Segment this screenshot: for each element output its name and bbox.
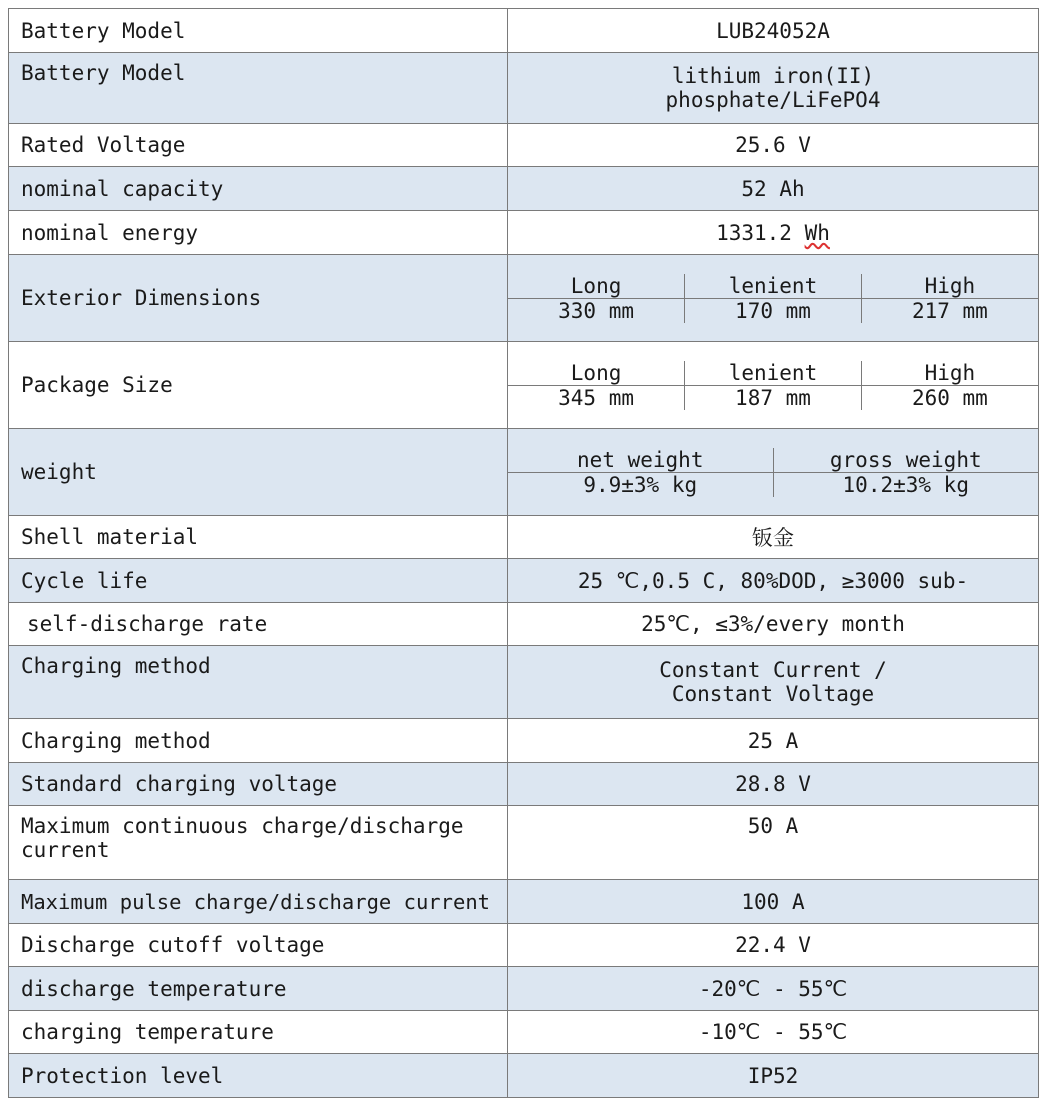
table-row xyxy=(9,53,1039,124)
row-value: 钣金 xyxy=(508,516,1039,559)
dim-header: lenient xyxy=(685,274,862,299)
table-row xyxy=(9,603,1039,646)
dim-value: 187 mm xyxy=(685,385,862,410)
weight-value: 10.2±3% kg xyxy=(773,472,1038,497)
table-row xyxy=(9,1054,1039,1098)
dimension-subtable-cell xyxy=(508,255,1039,342)
label-line: Maximum continuous charge/discharge xyxy=(21,814,464,838)
row-label: self-discharge rate xyxy=(9,603,508,646)
row-value: 50 A xyxy=(508,806,1039,880)
row-label: nominal energy xyxy=(9,211,508,255)
row-value xyxy=(508,646,1039,719)
table-row xyxy=(9,559,1039,603)
row-label: Rated Voltage xyxy=(9,124,508,167)
row-value: 100 A xyxy=(508,880,1039,924)
row-value: IP52 xyxy=(508,1054,1039,1098)
dim-header: High xyxy=(861,274,1038,299)
table-row xyxy=(9,167,1039,211)
table-row xyxy=(9,211,1039,255)
row-label: Charging method xyxy=(9,646,508,719)
table-row xyxy=(9,719,1039,763)
dim-value: 345 mm xyxy=(558,385,634,410)
table-row xyxy=(9,516,1039,559)
row-value: 52 Ah xyxy=(508,167,1039,211)
table-row xyxy=(9,9,1039,53)
dim-value: 217 mm xyxy=(861,298,1038,323)
battery-spec-table xyxy=(8,8,1039,1098)
dim-header: High xyxy=(861,361,1038,386)
row-label: Shell material xyxy=(9,516,508,559)
row-label: nominal capacity xyxy=(9,167,508,211)
row-label: Package Size xyxy=(9,342,508,429)
weight-header: net weight xyxy=(508,448,773,473)
dim-value: 170 mm xyxy=(685,298,862,323)
row-label: charging temperature xyxy=(9,1011,508,1054)
table-row xyxy=(9,342,1039,429)
table-row xyxy=(9,124,1039,167)
row-value: 25 A xyxy=(508,719,1039,763)
row-label: discharge temperature xyxy=(9,967,508,1011)
row-label: Battery Model xyxy=(9,53,508,124)
weight-subtable xyxy=(508,448,1038,497)
row-value: 25 ℃,0.5 C, 80%DOD, ≥3000 sub- xyxy=(508,559,1039,603)
table-row xyxy=(9,880,1039,924)
spellcheck-underlined-unit: Wh xyxy=(804,220,830,245)
row-value: -10℃ - 55℃ xyxy=(508,1011,1039,1054)
value-line: Constant Voltage xyxy=(671,682,875,706)
table-row xyxy=(9,429,1039,516)
dimension-subtable xyxy=(508,361,1038,410)
weight-value: 9.9±3% kg xyxy=(583,472,698,497)
dim-header: lenient xyxy=(685,361,862,386)
row-label: Battery Model xyxy=(9,9,508,53)
table-row xyxy=(9,1011,1039,1054)
table-row xyxy=(9,255,1039,342)
dim-header: Long xyxy=(508,274,685,299)
weight-header: gross weight xyxy=(773,448,1038,473)
value-line: Constant Current / xyxy=(659,658,887,682)
row-value xyxy=(508,53,1039,124)
row-value: 25℃, ≤3%/every month xyxy=(508,603,1039,646)
dim-header: Long xyxy=(508,361,685,386)
dim-value: 260 mm xyxy=(861,385,1038,410)
row-label: Protection level xyxy=(9,1054,508,1098)
row-value: 25.6 V xyxy=(508,124,1039,167)
weight-subtable-cell xyxy=(508,429,1039,516)
row-label: Standard charging voltage xyxy=(9,763,508,806)
value-line: lithium iron(II) xyxy=(671,64,875,88)
row-label: Maximum pulse charge/discharge current xyxy=(9,880,508,924)
row-label: weight xyxy=(9,429,508,516)
dimension-subtable-cell xyxy=(508,342,1039,429)
row-label: Exterior Dimensions xyxy=(9,255,508,342)
row-value: 22.4 V xyxy=(508,924,1039,967)
value-number: 1331.2 xyxy=(716,220,805,245)
row-value xyxy=(508,211,1039,255)
row-label: Cycle life xyxy=(9,559,508,603)
table-row xyxy=(9,646,1039,719)
row-label xyxy=(9,806,508,880)
table-row xyxy=(9,806,1039,880)
row-value: -20℃ - 55℃ xyxy=(508,967,1039,1011)
table-row xyxy=(9,967,1039,1011)
row-value: 28.8 V xyxy=(508,763,1039,806)
dim-value: 330 mm xyxy=(558,298,634,323)
row-value: LUB24052A xyxy=(508,9,1039,53)
row-label: Discharge cutoff voltage xyxy=(9,924,508,967)
row-label: Charging method xyxy=(9,719,508,763)
dimension-subtable xyxy=(508,274,1038,323)
table-row xyxy=(9,924,1039,967)
label-line: current xyxy=(21,838,110,862)
value-line: phosphate/LiFePO4 xyxy=(665,88,881,112)
table-row xyxy=(9,763,1039,806)
